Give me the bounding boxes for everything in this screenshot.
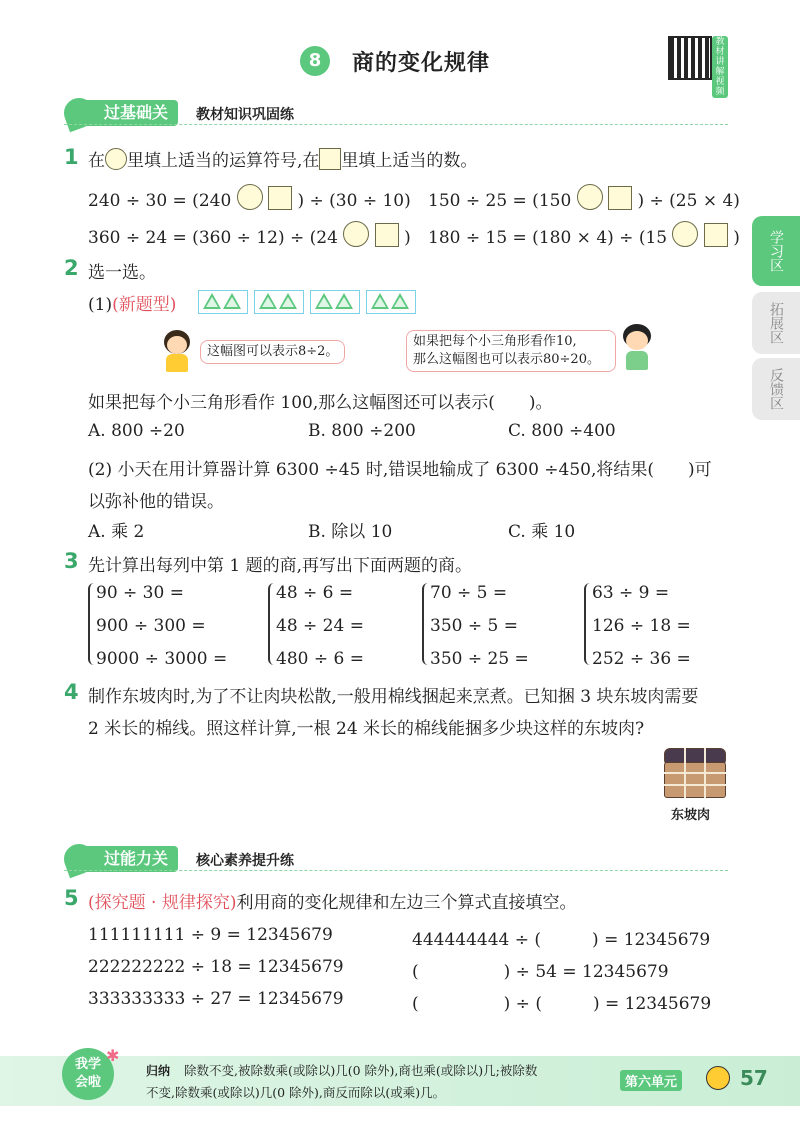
explore-tag: (探究题 · 规律探究) <box>88 893 237 913</box>
q1-row2-left: 360 ÷ 24 = (360 ÷ 12) ÷ (24 ) <box>88 221 411 248</box>
dongpo-pork-illustration <box>664 748 726 798</box>
q2-title: 选一选。 <box>88 263 156 283</box>
operator-blank[interactable] <box>577 184 603 210</box>
operator-blank[interactable] <box>237 184 263 210</box>
q3-number: 3 <box>64 549 79 573</box>
q2-number: 2 <box>64 256 79 280</box>
side-tab-study[interactable]: 学习区 <box>752 216 800 286</box>
triangle-icon <box>315 293 333 309</box>
q5-right-eq2[interactable]: ( ) ÷ 54 = 12345679 <box>412 962 669 982</box>
section2-divider <box>64 870 728 871</box>
triangle-pair-box <box>366 290 416 314</box>
q5-number: 5 <box>64 886 79 910</box>
q2-part2-line1: (2) 小天在用计算器计算 6300 ÷45 时,错误地输成了 6300 ÷450,将结果( )可 <box>88 460 712 480</box>
triangle-icon <box>391 293 409 309</box>
section1-subtitle: 教材知识巩固练 <box>196 107 294 123</box>
boy-illustration <box>620 324 654 372</box>
footer-badge: 我学 会啦 <box>62 1048 114 1100</box>
q5-left-eq1: 111111111 ÷ 9 = 12345679 <box>88 925 333 945</box>
boy-speech-bubble: 如果把每个小三角形看作10, 那么这幅图也可以表示80÷20。 <box>406 330 616 372</box>
q1-prompt: 在 里填上适当的运算符号,在 里填上适当的数。 <box>88 146 477 171</box>
triangle-icon <box>335 293 353 309</box>
q3-col4-item3: 252 ÷ 36 = <box>592 649 691 669</box>
number-blank[interactable] <box>375 223 399 247</box>
section1-divider <box>64 124 728 125</box>
q3-col3-item1: 70 ÷ 5 = <box>430 583 508 603</box>
operator-blank[interactable] <box>343 221 369 247</box>
q3-col2-item3: 480 ÷ 6 = <box>276 649 364 669</box>
q5-left-eq3: 333333333 ÷ 27 = 12345679 <box>88 989 344 1009</box>
new-type-tag: (新题型) <box>112 295 177 315</box>
number-blank[interactable] <box>704 223 728 247</box>
number-blank[interactable] <box>268 186 292 210</box>
section2-banner: 过能力关 <box>76 846 178 872</box>
square-blank-icon <box>319 148 341 170</box>
q3-col4-item1: 63 ÷ 9 = <box>592 583 670 603</box>
summary-line2: 不变,除数乘(或除以)几(0 除外),商反而除以(或乘)几。 <box>146 1085 446 1100</box>
unit-label: 第六单元 <box>620 1070 682 1091</box>
q3-col1-item1: 90 ÷ 30 = <box>96 583 184 603</box>
q2-part1-question: 如果把每个小三角形看作 100,那么这幅图还可以表示( )。 <box>88 393 553 413</box>
q1-row2-right: 180 ÷ 15 = (180 × 4) ÷ (15 ) <box>428 221 740 248</box>
triangle-icon <box>279 293 297 309</box>
q2-part1-option-c[interactable]: C. 800 ÷400 <box>508 421 616 441</box>
q1-number: 1 <box>64 145 79 169</box>
q3-title: 先计算出每列中第 1 题的商,再写出下面两题的商。 <box>88 556 473 576</box>
q3-col3-item2: 350 ÷ 5 = <box>430 616 518 636</box>
qr-side-text: 教材讲解视频 <box>712 36 728 98</box>
triangle-icon <box>223 293 241 309</box>
page-title: 商的变化规律 <box>352 51 491 76</box>
qr-code-icon[interactable] <box>668 36 712 80</box>
q1-row1-right: 150 ÷ 25 = (150 ) ÷ (25 × 4) <box>428 184 740 211</box>
star-icon: ✱ <box>106 1046 120 1065</box>
operator-blank[interactable] <box>672 221 698 247</box>
q3-col4-item2: 126 ÷ 18 = <box>592 616 691 636</box>
q5-right-eq1[interactable]: 444444444 ÷ ( ) = 12345679 <box>412 930 711 950</box>
q2-part2-option-c[interactable]: C. 乘 10 <box>508 522 576 542</box>
side-tab-extend[interactable]: 拓展区 <box>752 292 800 354</box>
page-number: 57 <box>740 1066 768 1090</box>
q3-col3-item3: 350 ÷ 25 = <box>430 649 529 669</box>
triangle-pair-box <box>198 290 248 314</box>
girl-illustration <box>160 330 194 374</box>
circle-blank-icon <box>105 148 127 170</box>
q2-part2-option-b[interactable]: B. 除以 10 <box>308 522 393 542</box>
q2-part1-option-a[interactable]: A. 800 ÷20 <box>88 421 185 441</box>
q4-number: 4 <box>64 680 79 704</box>
summary-line1: 除数不变,被除数乘(或除以)几(0 除外),商也乘(或除以)几;被除数 <box>184 1063 538 1078</box>
q2-part1-option-b[interactable]: B. 800 ÷200 <box>308 421 416 441</box>
number-blank[interactable] <box>608 186 632 210</box>
triangle-icon <box>203 293 221 309</box>
triangle-figure <box>198 290 422 314</box>
q3-col1-item3: 9000 ÷ 3000 = <box>96 649 228 669</box>
triangle-icon <box>371 293 389 309</box>
q3-col2-item1: 48 ÷ 6 = <box>276 583 354 603</box>
q2-part2-option-a[interactable]: A. 乘 2 <box>88 522 145 542</box>
q5-right-eq3[interactable]: ( ) ÷ ( ) = 12345679 <box>412 994 712 1014</box>
mascot-icon <box>706 1066 730 1090</box>
q1-row1-left: 240 ÷ 30 = (240 ) ÷ (30 ÷ 10) <box>88 184 411 211</box>
q3-col2-item2: 48 ÷ 24 = <box>276 616 364 636</box>
q4-line1: 制作东坡肉时,为了不让肉块松散,一般用棉线捆起来烹煮。已知捆 3 块东坡肉需要 <box>88 687 699 707</box>
lesson-badge: 8 <box>300 46 330 76</box>
q2-part2-line2: 以弥补他的错误。 <box>88 492 224 512</box>
q3-col1-item2: 900 ÷ 300 = <box>96 616 206 636</box>
dongpo-pork-caption: 东坡肉 <box>671 808 711 823</box>
triangle-pair-box <box>254 290 304 314</box>
triangle-pair-box <box>310 290 360 314</box>
section2-subtitle: 核心素养提升练 <box>196 853 294 869</box>
q5-title: (探究题 · 规律探究)利用商的变化规律和左边三个算式直接填空。 <box>88 893 577 913</box>
q4-line2: 2 米长的棉线。照这样计算,一根 24 米长的棉线能捆多少块这样的东坡肉? <box>88 719 645 739</box>
summary-label: 归纳 <box>146 1064 171 1078</box>
section1-banner: 过基础关 <box>76 100 178 126</box>
q2-part1-label: (1)(新题型) <box>88 295 177 315</box>
girl-speech-bubble: 这幅图可以表示8÷2。 <box>200 340 345 364</box>
side-tab-feedback[interactable]: 反馈区 <box>752 358 800 420</box>
q5-left-eq2: 222222222 ÷ 18 = 12345679 <box>88 957 344 977</box>
triangle-icon <box>259 293 277 309</box>
